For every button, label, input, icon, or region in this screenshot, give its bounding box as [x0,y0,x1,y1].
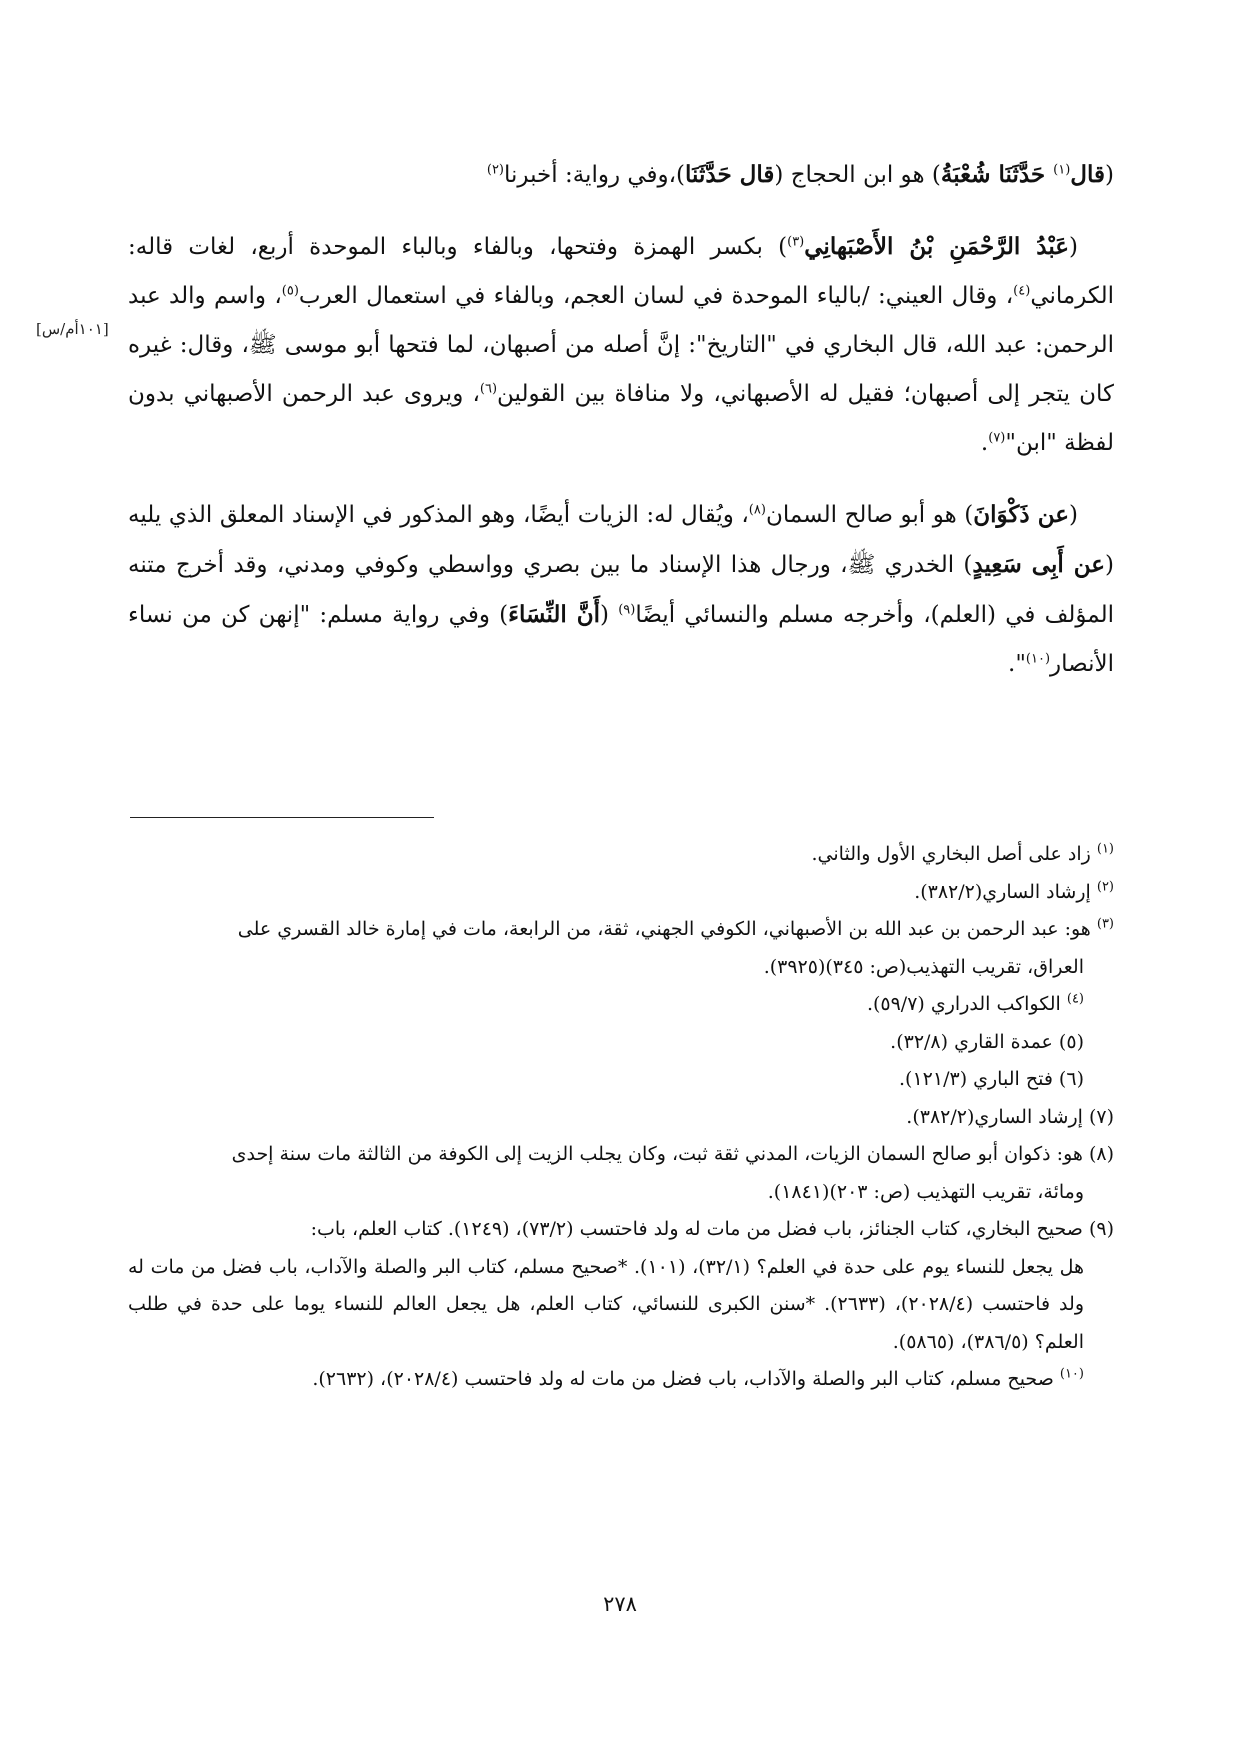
footnote-text: (٨) هو: ذكوان أبو صالح السمان الزيات، المدني ثقة ثبت، وكان يجلب الزيت إلى الكوفة من الثالثة مات سنة إحدى [231,1143,1114,1165]
footnotes [128,836,1114,1399]
bold-term: قال [1070,161,1106,188]
paren: ( [1105,162,1114,188]
paren: ( [1069,502,1079,528]
footnote-1 [128,836,1114,874]
footnote-ref: (٤) [1013,283,1031,299]
margin-manuscript-note: [١٠١أم/س] [36,320,109,338]
footnote-continuation: ومائة، تقريب التهذيب (ص: ٢٠٣)(١٨٤١). [767,1180,1084,1203]
footnote-ref: (٥) [281,283,299,299]
body-text: ) هو ابن الحجاج ( [774,162,941,188]
footnote-text: صحيح مسلم، كتاب البر والصلة والآداب، باب فضل من مات له ولد فاحتسب (٢٠٢٨/٤)، (٢٦٣٢). [312,1368,1060,1390]
footnote-6: (٦) فتح الباري (١٢١/٣). [899,1068,1084,1090]
body-text: )،وفي رواية: أخبرنا [504,162,686,188]
paragraph-1 [128,150,1114,200]
footnote-ref: (١) [1053,162,1071,178]
body-text: ، ويروى عبد الرحمن الأصبهاني بدون لفظة "ابن" [128,381,1114,456]
footnote-mark: (٣) [1096,916,1114,932]
footnote-ref: (٧) [988,430,1006,446]
footnote-mark: (١٠) [1059,1366,1084,1382]
footnote-ref: (٢) [486,162,504,178]
footnote-text: هو: عبد الرحمن بن عبد الله بن الأصبهاني، الكوفي الجهني، ثقة، من الرابعة، مات في إمارة خالد القسري على [237,918,1097,940]
footnote-3 [128,911,1114,986]
bold-term: عن أَبِى سَعِيدٍ [972,551,1105,578]
footnote-text: زاد على أصل البخاري الأول والثاني. [811,843,1097,865]
bold-term: قال حَدَّثَنَا [685,161,775,188]
footnote-text: إرشاد الساري(٣٨٢/٢). [914,880,1097,903]
footnote-7: (٧) إرشاد الساري(٣٨٢/٢). [906,1105,1114,1128]
footnote-ref: (١٠) [1025,651,1051,667]
footnote-ref: (٩) [618,602,636,618]
body-text: ) وفي رواية مسلم: "إنهن كن من نساء الأنصار [128,602,1114,677]
footnote-9 [128,1211,1114,1361]
paren: ( [1069,234,1078,260]
footnote-separator [130,817,434,818]
body-text: . [980,430,989,456]
body-text: ( [600,602,619,628]
body-text: ) الخدري ﷺ، ورجال هذا الإسناد ما بين بصري وواسطي وكوفي ومدني، وقد أخرج متنه المؤلف في (العلم)، وأخرجه مسلم والنسائي أيضًا [128,552,1114,628]
bold-term: عَبْدُ الرَّحْمَنِ بْنُ الأَصْبَهانِي [804,233,1070,260]
footnote-10 [128,1361,1114,1399]
paragraph-3 [128,490,1114,689]
body-text: ، واسم والد عبد الرحمن: عبد الله، قال البخاري في "التاريخ": إنَّ أصله من أصبهان، لما فتحها أبو موسى ﷺ، وقال: غيره كان يتجر إلى أصبهان؛ فقيل له الأصبهاني، ولا منافاة بين القولين [128,283,1114,407]
body-text: ، ويُقال له: الزيات أيضًا، وهو المذكور في الإسناد المعلق الذي يليه ( [128,502,1114,578]
footnote-5: (٥) عمدة القاري (٣٢/٨). [890,1030,1084,1053]
footnote-mark: (٤) [1066,991,1084,1007]
footnote-text: (٩) صحيح البخاري، كتاب الجنائز، باب فضل من مات له ولد فاحتسب (٧٣/٢)، (١٢٤٩). كتاب العلم، باب: [310,1218,1114,1240]
footnote-mark: (٢) [1096,879,1114,895]
paragraph-2 [128,222,1114,468]
footnote-ref: (٨) [748,502,766,518]
main-text [128,150,1114,711]
footnote-continuation: العراق، تقريب التهذيب(ص: ٣٤٥)(٣٩٢٥). [763,955,1084,978]
footnote-ref: (٦) [479,381,498,397]
page-number: ٢٧٨ [603,1592,637,1616]
body-text: ". [1008,651,1026,677]
footnote-8 [128,1136,1114,1211]
body-text: ) هو أبو صالح السمان [765,502,974,528]
footnote-ref: (٣) [787,234,805,250]
footnote-text: الكواكب الدراري (٥٩/٧). [866,993,1067,1015]
bold-term: أَنَّ النِّسَاءَ [508,601,600,628]
footnote-continuation: هل يجعل للنساء يوم على حدة في العلم؟ (٣٢/١)، (١٠١). *صحيح مسلم، كتاب البر والصلة والآداب، باب فضل من مات له ولد فاحتسب (٢٠٢٨/٤)، (٢٦٣٣). *سنن الكبرى للنسائي، كتاب العلم، هل يجعل العالم للنساء يوما على حدة في طلب العلم؟ (٣٨٦/٥)، (٥٨٦٥). [128,1255,1084,1353]
footnote-2 [128,874,1114,912]
body-text: ، وقال العيني: /بالياء الموحدة في لسان العجم، وبالفاء في استعمال العرب [298,283,1014,309]
footnote-4 [128,986,1114,1024]
footnote-mark: (١) [1096,841,1114,857]
bold-term: عن ذَكْوَانَ [973,501,1070,528]
bold-term: حَدَّثَنَا شُعْبَةُ [940,161,1054,188]
body-text: ) بكسر الهمزة وفتحها، وبالفاء وبالباء الموحدة أربع، لغات قاله: الكرماني [128,234,1115,309]
